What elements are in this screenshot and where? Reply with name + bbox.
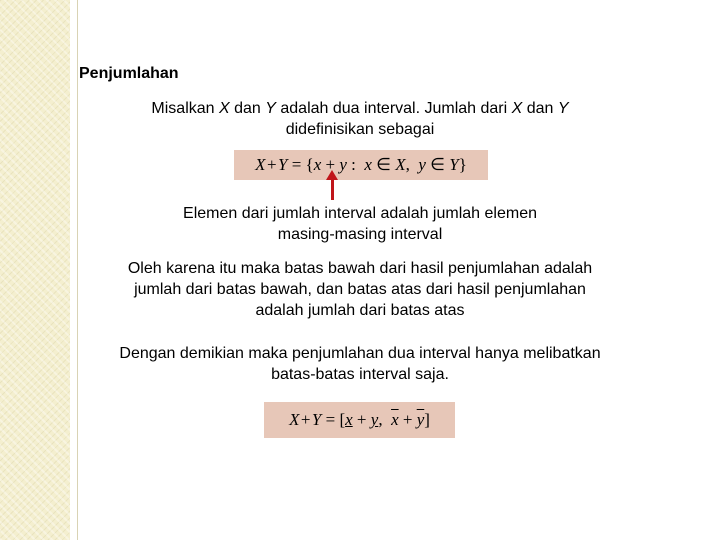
arrow-shaft	[331, 178, 334, 200]
conclusion-paragraph	[80, 343, 640, 385]
definition-line-2: didefinisikan sebagai	[285, 121, 435, 138]
sidebar-divider	[77, 0, 78, 540]
element-paragraph	[95, 203, 625, 245]
decorative-sidebar	[0, 0, 70, 540]
element-line-1: Elemen dari jumlah interval adalah jumlah elemen	[183, 205, 537, 222]
bounds-line-2: jumlah dari batas bawah, dan batas atas dari hasil penjumlahan	[134, 281, 586, 298]
definition-paragraph	[95, 98, 625, 140]
conclusion-line-2: batas-batas interval saja.	[271, 366, 449, 383]
definition-line-1: Misalkan X dan Y adalah dua interval. Jumlah dari X dan Y	[151, 100, 569, 117]
bounds-line-1: Oleh karena itu maka batas bawah dari hasil penjumlahan adalah	[127, 260, 593, 277]
interval-sum-formula	[264, 402, 455, 438]
sum-set-formula-text: X + Y = {x + y : x ∈ X, y ∈ Y}	[255, 155, 467, 174]
sum-set-formula	[234, 150, 488, 180]
conclusion-line-1: Dengan demikian maka penjumlahan dua interval hanya melibatkan	[119, 345, 601, 362]
interval-sum-formula-text: X + Y = [x + y, $\overline{x} + \overline{y}$]	[289, 410, 430, 429]
bounds-paragraph	[80, 258, 640, 321]
element-line-2: masing-masing interval	[277, 226, 443, 243]
slide-heading: Penjumlahan	[79, 65, 179, 82]
bounds-line-3: adalah jumlah dari batas atas	[255, 302, 465, 319]
